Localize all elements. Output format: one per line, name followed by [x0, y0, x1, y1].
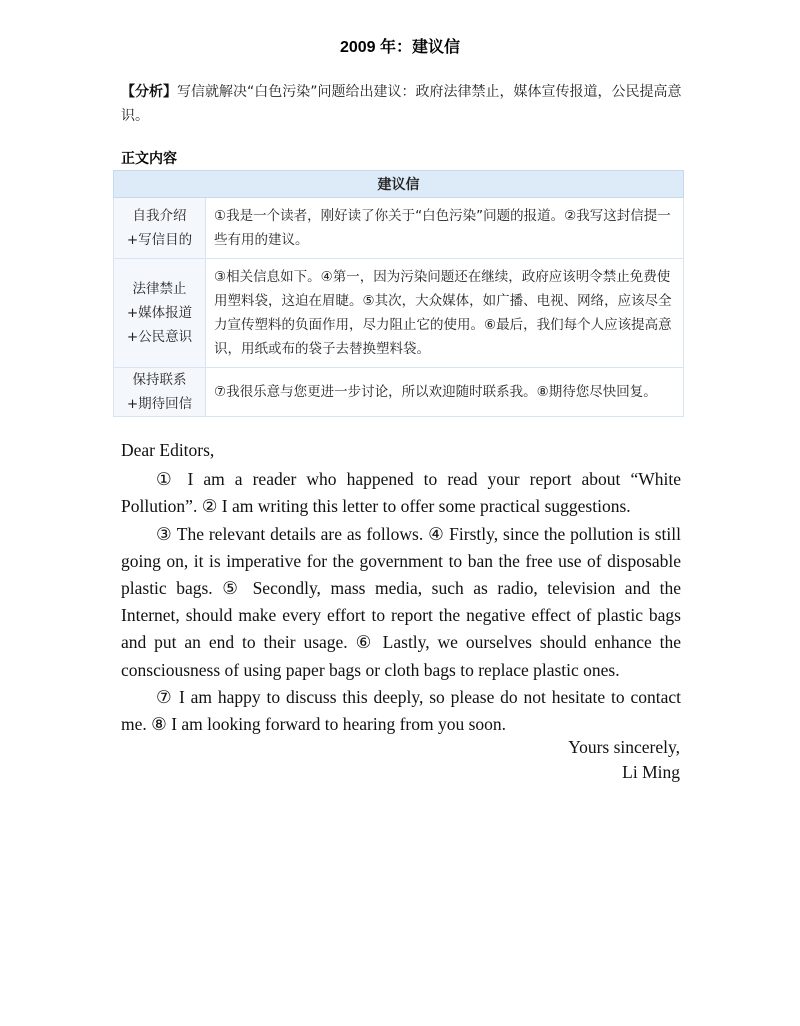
row-label — [114, 368, 206, 417]
section-label: 正文内容 — [121, 151, 177, 167]
table-header-row — [114, 171, 684, 198]
letter-paragraph: ③ The relevant details are as follows. ④ Firstly, since the pollution is still going on, it is imperative for the government to ban the free use of disposable plastic bags. ⑤ Secondly, mass media, such as radio, television and the Internet, should make every effort to report the negative effect of plastic bags and put an end to their usage. ⑥ Lastly, we ourselves should enhance the consciousness of using paper bags or cloth bags to replace plastic ones. — [121, 523, 681, 680]
table-row — [114, 368, 684, 417]
letter-signoff — [121, 735, 680, 785]
table-row — [114, 198, 684, 259]
outline-table — [113, 170, 684, 417]
row-content: ③相关信息如下。④第一，因为污染问题还在继续，政府应该明令禁止免费使用塑料袋，这迫在眉睫。⑤其次，大众媒体，如广播、电视、网络，应该尽全力宣传塑料的负面作用，尽力阻止它的使用。⑥最后，我们每个人应该提高意识，用纸或布的袋子去替换塑料袋。 — [206, 259, 684, 368]
row-label-line: 自我介绍 — [132, 208, 187, 224]
row-label-line: +公民意识 — [126, 329, 193, 345]
row-label-line: +写信目的 — [126, 232, 193, 248]
letter-paragraph: ① I am a reader who happened to read your report about “White Pollution”. ② I am writing this letter to offer some practical suggestions. — [121, 469, 681, 517]
row-content: ⑦我很乐意与您更进一步讨论，所以欢迎随时联系我。⑧期待您尽快回复。 — [206, 368, 684, 417]
letter-paragraph: ⑦ I am happy to discuss this deeply, so please do not hesitate to contact me. ⑧ I am looking forward to hearing from you soon. — [121, 686, 681, 735]
letter-body — [121, 437, 681, 738]
page-title: 2009 年：建议信 — [339, 39, 461, 56]
analysis-tag: 【分析】 — [121, 84, 177, 100]
row-label-line: 保持联系 — [132, 372, 187, 388]
table-row — [114, 259, 684, 368]
table-header: 建议信 — [114, 171, 684, 198]
row-label — [114, 259, 206, 368]
row-content: ①我是一个读者，刚好读了你关于“白色污染”问题的报道。②我写这封信提一些有用的建议。 — [206, 198, 684, 259]
row-label-line: +媒体报道 — [126, 305, 193, 321]
row-label-line: +期待回信 — [126, 396, 193, 412]
analysis-text: 写信就解决“白色污染”问题给出建议：政府法律禁止，媒体宣传报道，公民提高意识。 — [121, 84, 682, 124]
letter-greeting: Dear Editors, — [121, 440, 215, 460]
row-label-line: 法律禁止 — [132, 281, 187, 297]
row-label — [114, 198, 206, 259]
analysis-paragraph — [121, 80, 683, 128]
letter-signature: Li Ming — [622, 762, 680, 782]
letter-closing: Yours sincerely, — [568, 737, 680, 757]
